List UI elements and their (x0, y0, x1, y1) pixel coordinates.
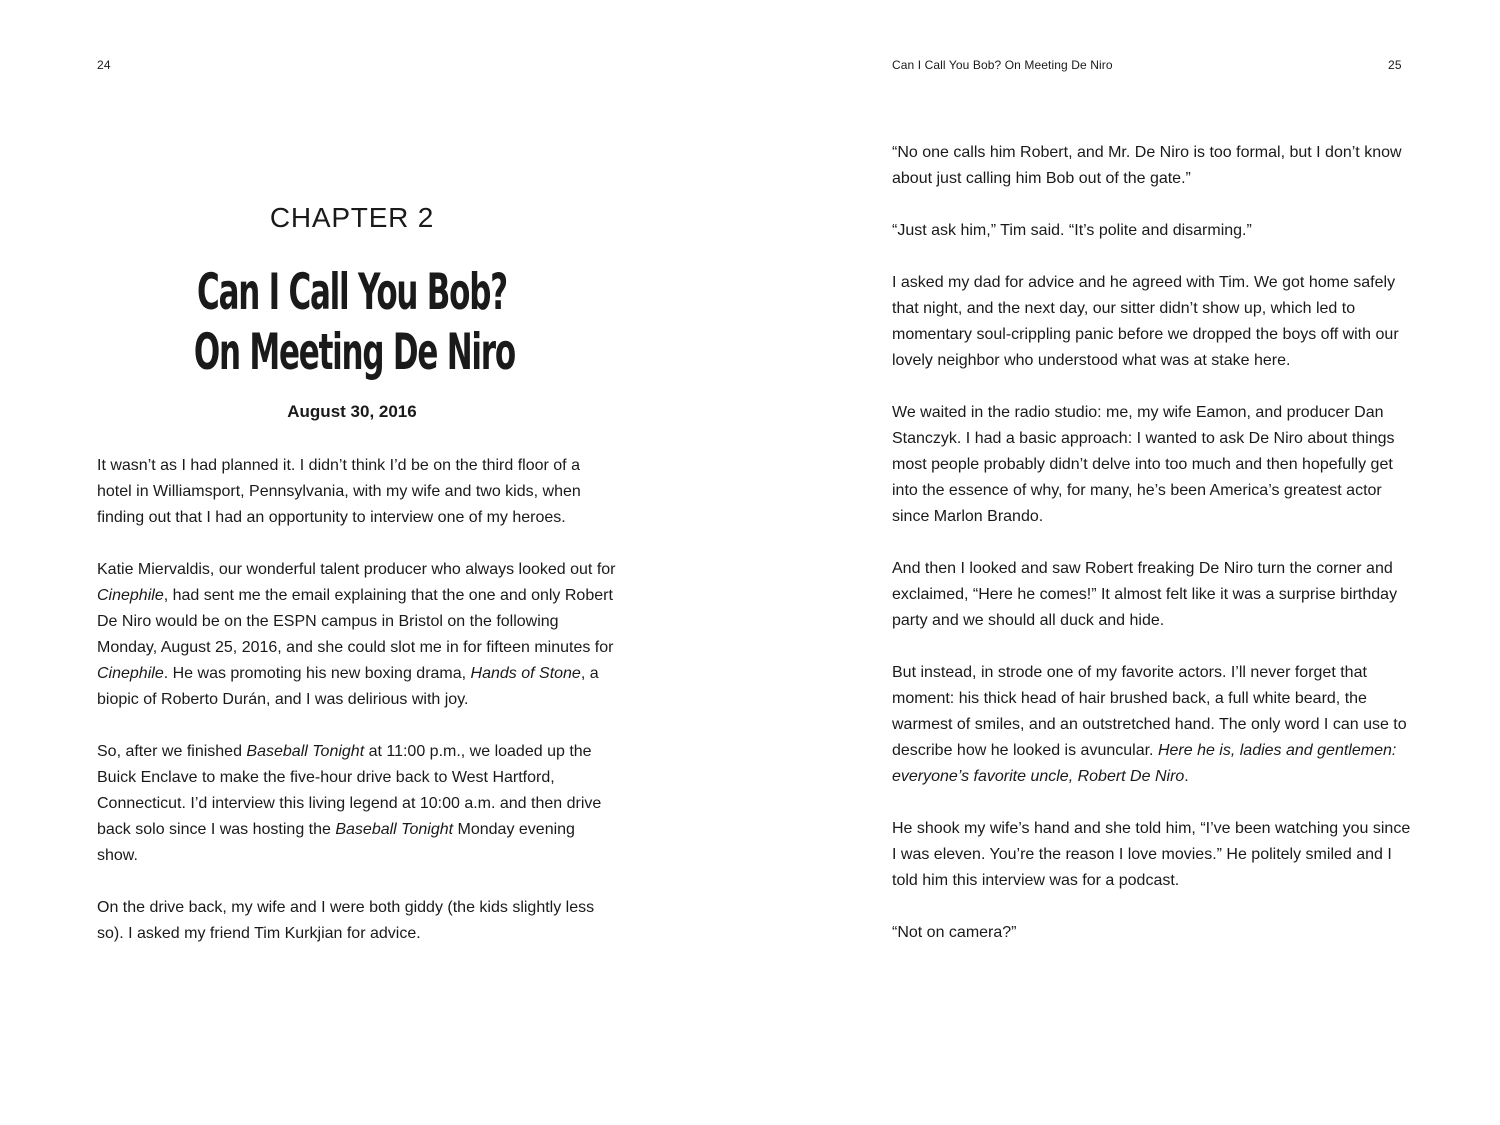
page-number-left: 24 (97, 58, 111, 72)
paragraph (892, 920, 1412, 946)
paragraph (97, 557, 620, 713)
text-segment: He shook my wife’s hand and she told him, “I’ve been watching you since I was eleven. You’re the reason I love movies.” He politely smiled and I told him this interview was for a podcast. (892, 820, 1415, 889)
chapter-title (193, 262, 515, 382)
text-segment: I asked my dad for advice and he agreed with Tim. We got home safely that night, and the next day, our sitter didn’t show up, which led to momentary soul-crippling panic before we dropped the boys off with our lovely neighbor who understood what was at stake here. (892, 274, 1404, 369)
chapter-title-line-2: On Meeting De Niro (193, 323, 515, 381)
text-segment: “Not on camera?” (892, 924, 1017, 941)
paragraph (892, 660, 1412, 790)
text-segment: “Just ask him,” Tim said. “It’s polite and disarming.” (892, 222, 1252, 239)
chapter-label: CHAPTER 2 (269, 202, 435, 233)
text-segment: . He was promoting his new boxing drama, (163, 665, 471, 682)
italic-segment: Baseball Tonight (246, 743, 365, 760)
paragraph (892, 140, 1412, 192)
text-segment: , a biopic of Roberto Durán, and I was delirious with joy. (97, 665, 604, 708)
text-segment: And then I looked and saw Robert freaking De Niro turn the corner and exclaimed, “Here he comes!” It almost felt like it was a surprise birthday party and we should all duck and hide. (892, 560, 1402, 629)
text-segment: We waited in the radio studio: me, my wife Eamon, and producer Dan Stanczyk. I had a basic approach: I wanted to ask De Niro about things most people probably didn’t delve into too much and then hopefully get into the essence of why, for many, he’s been America’s greatest actor since Marlon Brando. (892, 404, 1399, 525)
paragraph (97, 453, 617, 531)
left-page-body (97, 453, 620, 973)
italic-segment: Hands of Stone (470, 665, 581, 682)
text-segment: . (1184, 768, 1189, 785)
paragraph (892, 400, 1412, 530)
italic-segment: Cinephile (97, 587, 164, 604)
text-segment: So, after we finished (97, 743, 247, 760)
paragraph (892, 270, 1412, 374)
text-segment: “No one calls him Robert, and Mr. De Niro is too formal, but I don’t know about just calling him Bob out of the gate.” (892, 144, 1406, 187)
text-segment: at 11:00 p.m., we loaded up the Buick Enclave to make the five-hour drive back to West Hartford, Connecticut. I’d interview this living legend at 10:00 a.m. and then drive back solo since I was hosting the (97, 743, 606, 838)
text-segment: But instead, in strode one of my favorite actors. I’ll never forget that moment: his thick head of hair brushed back, a full white beard, the warmest of smiles, and an outstretched hand. The only word I can use to describe how he looked is avuncular. (892, 664, 1412, 759)
chapter-date: August 30, 2016 (287, 402, 417, 421)
paragraph (892, 816, 1415, 894)
italic-segment: Cinephile (97, 665, 164, 682)
text-segment: , had sent me the email explaining that the one and only Robert De Niro would be on the ESPN campus in Bristol on the following Monday, August 25, 2016, and she could slot me in for fifteen minutes for (97, 587, 618, 656)
text-segment: It wasn’t as I had planned it. I didn’t think I’d be on the third floor of a hotel in Williamsport, Pennsylvania, with my wife and two kids, when finding out that I had an opportunity to interview one of my heroes. (97, 457, 586, 526)
paragraph (892, 556, 1412, 634)
paragraph (97, 895, 617, 947)
italic-segment: Here he is, ladies and gentlemen: everyone’s favorite uncle, Robert De Niro (892, 742, 1401, 785)
italic-segment: Baseball Tonight (335, 821, 454, 838)
paragraph (97, 739, 617, 869)
text-segment: Katie Miervaldis, our wonderful talent producer who always looked out for (97, 561, 620, 578)
running-head: Can I Call You Bob? On Meeting De Niro (892, 58, 1113, 72)
text-segment: Monday evening show. (97, 821, 580, 864)
paragraph (892, 218, 1412, 244)
right-page-body (892, 140, 1415, 972)
text-segment: On the drive back, my wife and I were both giddy (the kids slightly less so). I asked my friend Tim Kurkjian for advice. (97, 899, 599, 942)
chapter-title-line-1: Can I Call You Bob? (197, 263, 507, 321)
page-number-right: 25 (1388, 58, 1402, 72)
